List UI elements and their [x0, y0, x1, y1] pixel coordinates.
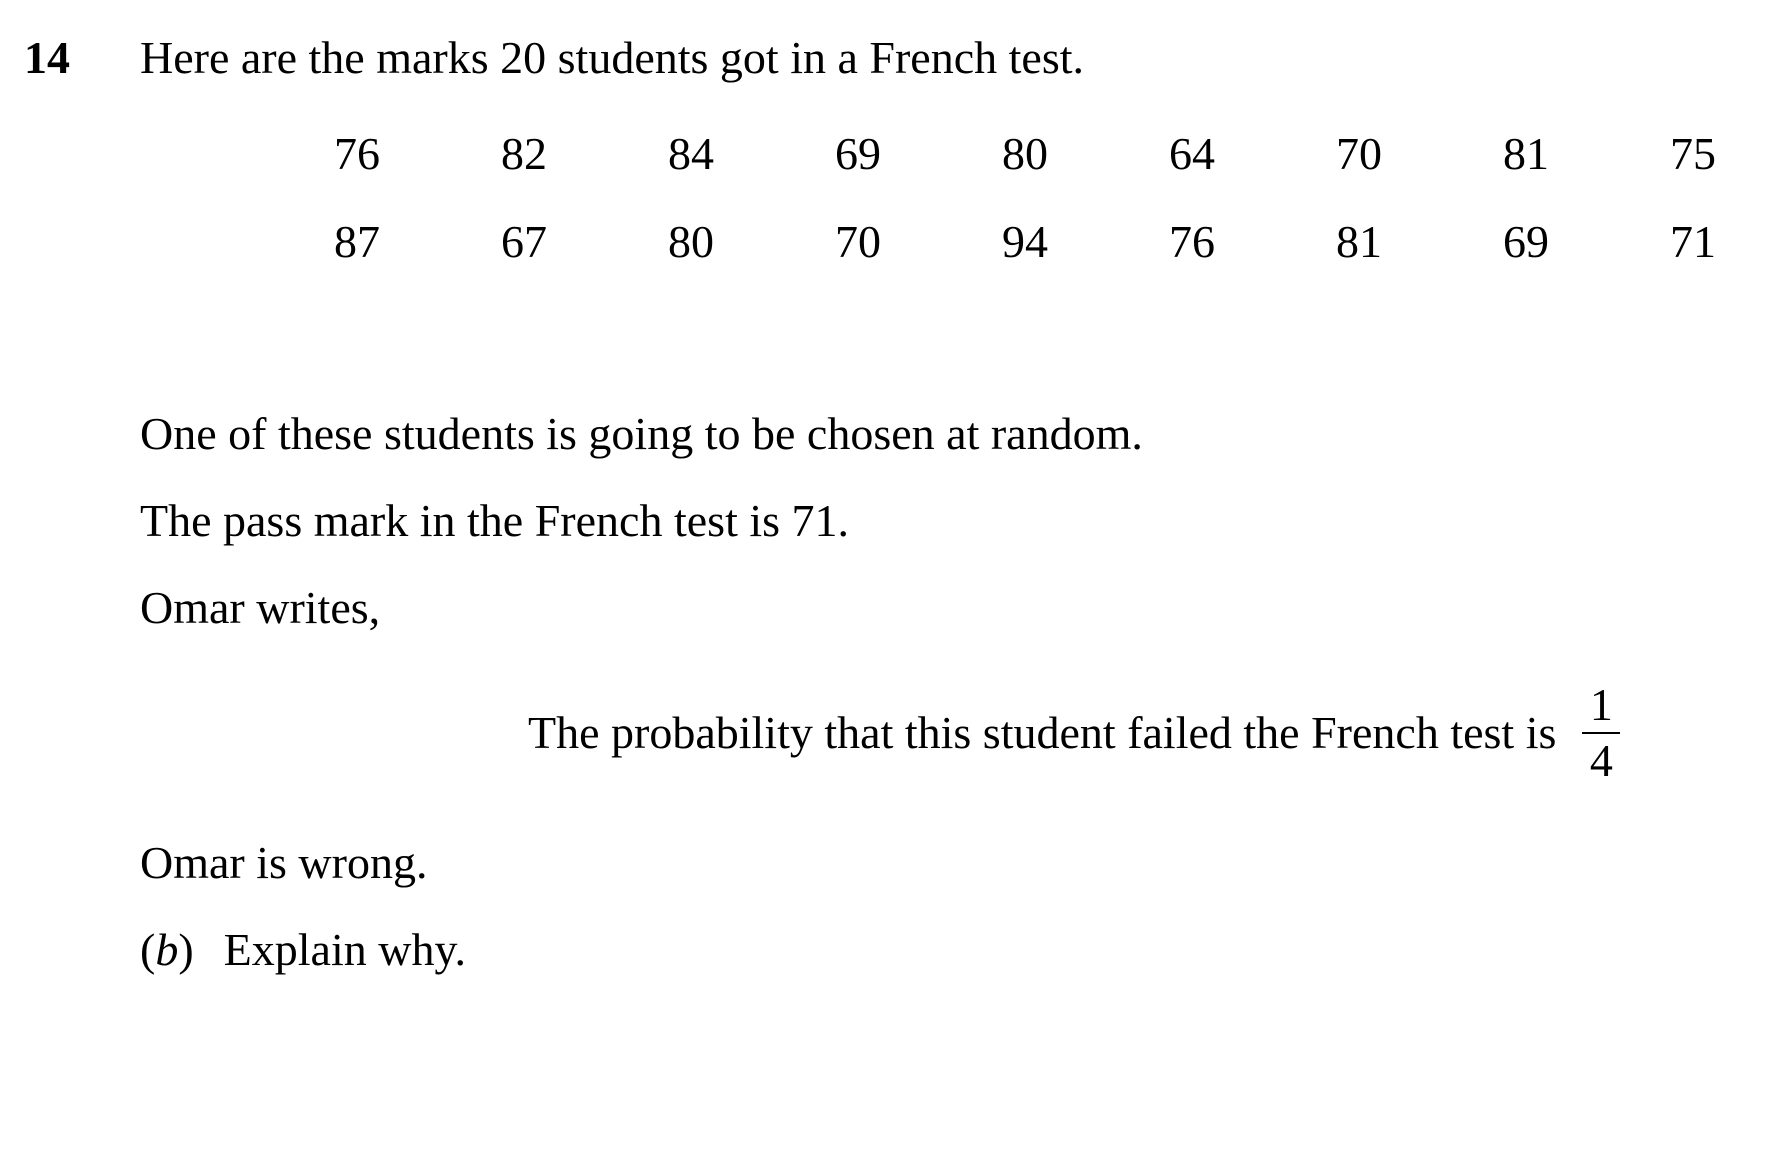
part-letter: b — [155, 924, 179, 975]
omar-wrong-statement: Omar is wrong. — [140, 837, 428, 888]
part-close-paren: ) — [178, 924, 194, 975]
random-choice-statement: One of these students is going to be chosen at random. — [140, 408, 1143, 459]
fraction-numerator: 1 — [1589, 679, 1613, 730]
question-number: 14 — [24, 32, 70, 83]
pass-mark-statement: The pass mark in the French test is 71. — [140, 495, 850, 546]
question-intro: Here are the marks 20 students got in a French test. — [140, 32, 1085, 83]
mark-value: 80 — [1002, 128, 1048, 179]
mark-value: 84 — [668, 128, 714, 179]
part-b-prompt — [140, 920, 466, 980]
fraction-bar — [1582, 732, 1620, 734]
mark-value: 87 — [334, 216, 380, 267]
fraction-denominator: 4 — [1589, 735, 1613, 786]
marks-table — [320, 124, 1716, 300]
part-open-paren: ( — [140, 924, 156, 975]
mark-value: 64 — [1169, 128, 1215, 179]
mark-value: 71 — [1670, 216, 1716, 267]
marks-row-2 — [320, 212, 1716, 300]
mark-value: 70 — [835, 216, 881, 267]
quote-text: The probability that this student failed the French test is — [528, 707, 1557, 758]
mark-value: 80 — [668, 216, 714, 267]
mark-value: 94 — [1002, 216, 1048, 267]
mark-value: 82 — [501, 128, 547, 179]
mark-value: 67 — [501, 216, 547, 267]
mark-value: 76 — [334, 128, 380, 179]
mark-value: 69 — [1503, 216, 1549, 267]
mark-value: 81 — [1503, 128, 1549, 179]
probability-fraction — [1582, 680, 1620, 786]
mark-value: 76 — [1169, 216, 1215, 267]
omar-quote — [528, 680, 1620, 786]
mark-value: 70 — [1336, 128, 1382, 179]
omar-writes-label: Omar writes, — [140, 582, 381, 633]
marks-row-1 — [320, 124, 1716, 212]
mark-value: 69 — [835, 128, 881, 179]
mark-value: 81 — [1336, 216, 1382, 267]
mark-value: 75 — [1670, 128, 1716, 179]
part-label — [140, 924, 194, 975]
part-b-text: Explain why. — [223, 924, 466, 975]
